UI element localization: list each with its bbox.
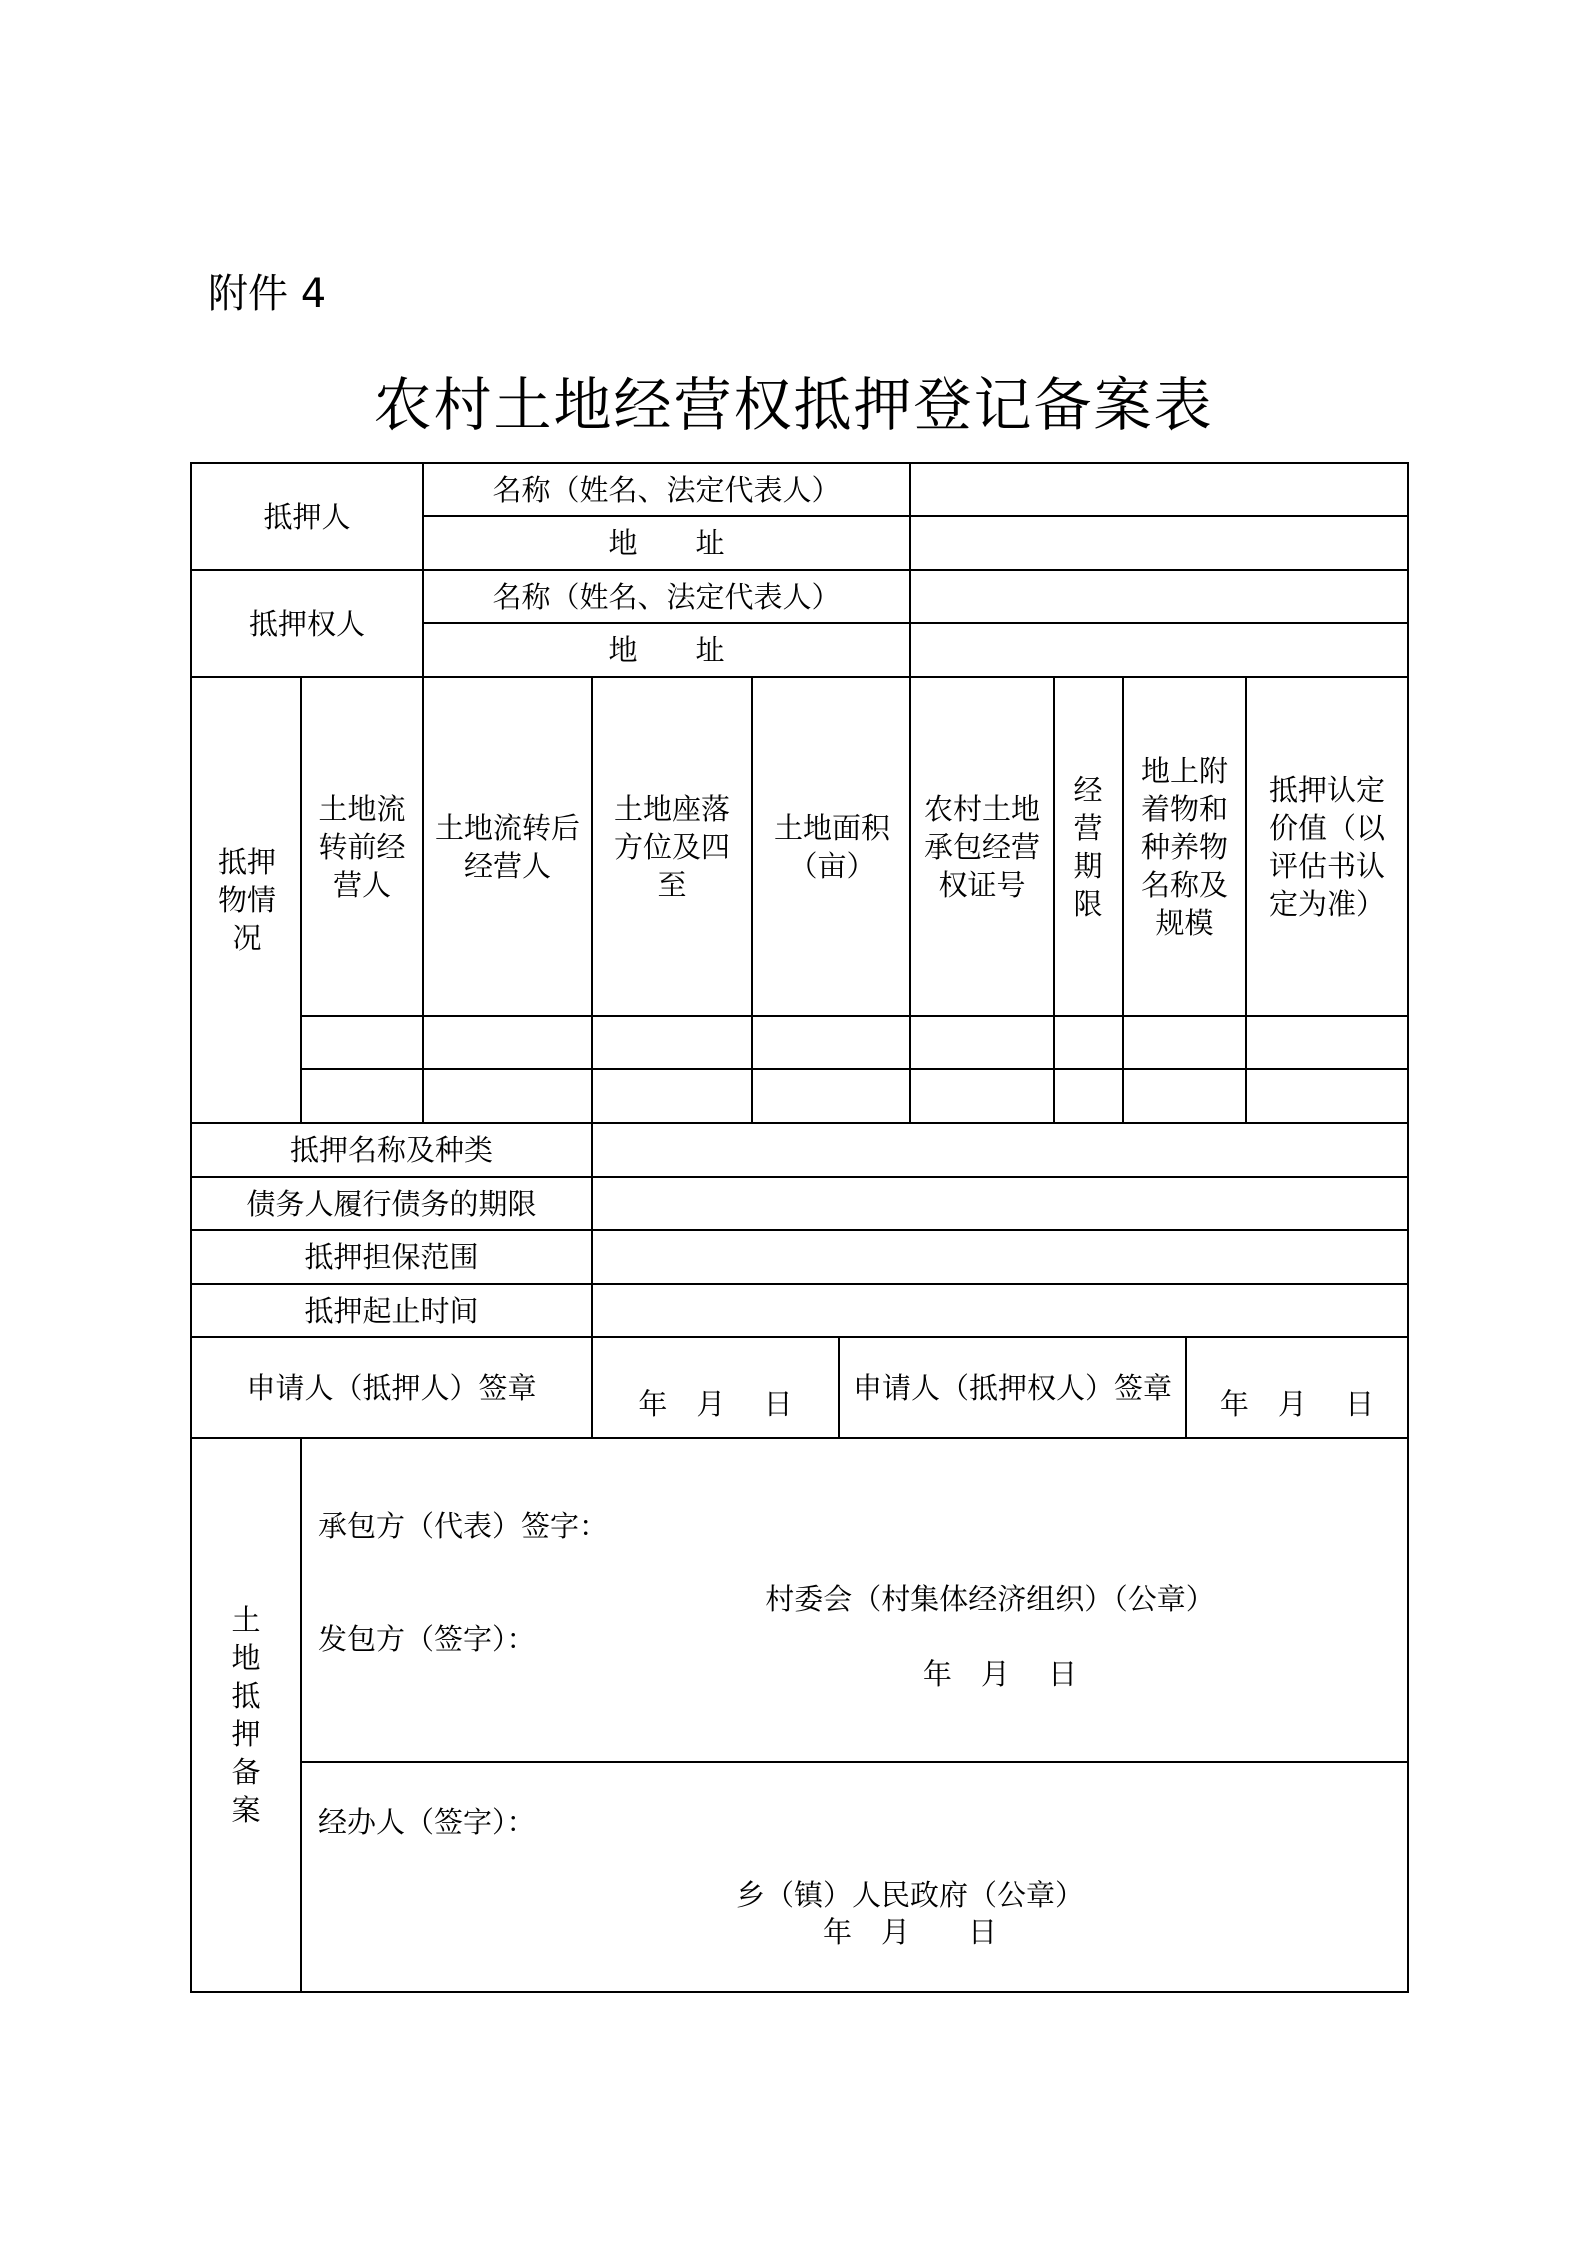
mortgagor-name-field[interactable] bbox=[910, 463, 1408, 516]
collateral-label: 抵押物情况 bbox=[217, 845, 276, 955]
mortgagee-name-field[interactable] bbox=[910, 570, 1408, 623]
applicant-mortgagor-date: 年 月 日 bbox=[638, 1387, 793, 1421]
village-date: 年 月 日 bbox=[922, 1657, 1078, 1691]
col-appraised-value: 抵押认定价值（以评估书认定为准） bbox=[1268, 772, 1385, 921]
village-seal-label: 村委会（村集体经济组织）（公章） bbox=[765, 1582, 1215, 1616]
applicant-mortgagee-label: 申请人（抵押权人）签章 bbox=[852, 1370, 1172, 1405]
debt-term-field[interactable] bbox=[592, 1177, 1408, 1230]
applicant-mortgagor-label: 申请人（抵押人）签章 bbox=[246, 1370, 537, 1405]
mortgage-name-type-label: 抵押名称及种类 bbox=[289, 1133, 493, 1167]
mortgagee-name-label: 名称（姓名、法定代表人） bbox=[492, 579, 841, 614]
mortgage-name-type-field[interactable] bbox=[592, 1123, 1408, 1177]
mortgagor-name-label: 名称（姓名、法定代表人） bbox=[492, 472, 841, 507]
township-date: 年 月 日 bbox=[822, 1915, 997, 1949]
guarantee-scope-label: 抵押担保范围 bbox=[304, 1240, 479, 1274]
contractor-sign-label: 承包方（代表）签字： bbox=[318, 1509, 609, 1543]
col-land-location: 土地座落方位及四至 bbox=[613, 791, 730, 902]
guarantee-scope-field[interactable] bbox=[592, 1230, 1408, 1284]
col-attachments: 地上附着物和种养物名称及规模 bbox=[1140, 753, 1228, 940]
col-post-transfer-operator: 土地流转后经营人 bbox=[434, 810, 580, 883]
start-end-time-field[interactable] bbox=[592, 1284, 1408, 1337]
mortgagee-address-label: 地 址 bbox=[608, 633, 725, 667]
handler-sign-label: 经办人（签字）： bbox=[318, 1805, 536, 1839]
applicant-mortgagee-date: 年 月 日 bbox=[1219, 1387, 1375, 1421]
start-end-time-label: 抵押起止时间 bbox=[304, 1293, 479, 1328]
mortgagor-label: 抵押人 bbox=[263, 499, 351, 534]
mortgagee-label: 抵押权人 bbox=[248, 606, 365, 641]
filing-label: 土地抵押备案 bbox=[231, 1603, 261, 1827]
debt-term-label: 债务人履行债务的期限 bbox=[246, 1186, 537, 1221]
col-operating-term: 经营期限 bbox=[1073, 772, 1103, 921]
col-land-area: 土地面积（亩） bbox=[773, 810, 890, 883]
page-title: 农村土地经营权抵押登记备案表 bbox=[373, 371, 1214, 439]
mortgagor-address-label: 地 址 bbox=[608, 526, 725, 560]
col-pre-transfer-operator: 土地流转前经营人 bbox=[318, 791, 406, 902]
issuer-sign-label: 发包方（签字）： bbox=[318, 1622, 536, 1656]
col-contract-certificate-no: 农村土地承包经营权证号 bbox=[923, 791, 1040, 902]
mortgagee-address-field[interactable] bbox=[910, 623, 1408, 677]
attachment-label: 附件 4 bbox=[208, 271, 327, 317]
mortgagor-address-field[interactable] bbox=[910, 516, 1408, 570]
township-seal-label: 乡（镇）人民政府（公章） bbox=[735, 1878, 1084, 1912]
